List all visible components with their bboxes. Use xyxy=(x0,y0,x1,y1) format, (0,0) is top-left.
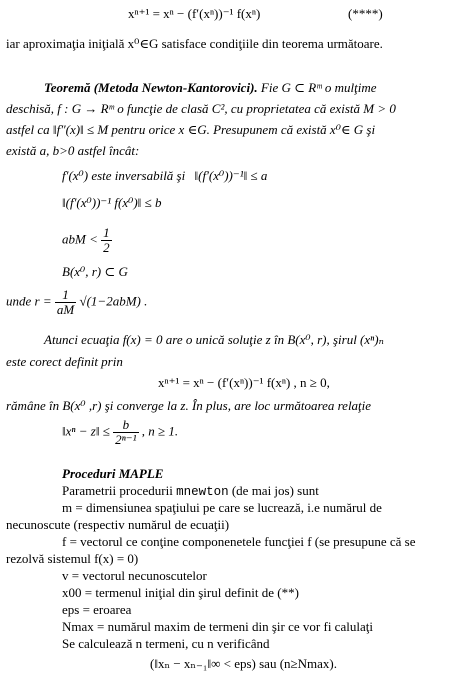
conclusion-inequality xyxy=(62,418,178,447)
conclusion-line-1: Atunci ecuaţia f(x) = 0 are o unică soluţie z în B(x⁰, r), şirul (xⁿ)ₙ xyxy=(44,332,384,347)
equation-top xyxy=(128,6,260,22)
r-definition xyxy=(6,288,147,317)
maple-x00-line: x00 = termenul iniţial din şirul definit de (**) xyxy=(62,585,299,600)
condition-3-fraction xyxy=(101,226,112,255)
theorem-line-3: astfel ca ‖f″(x)‖ ≤ M pentru orice x ∈G. Presupunem că există x⁰∈ G şi xyxy=(6,122,376,137)
r-den: aM xyxy=(56,302,75,317)
condition-3 xyxy=(62,226,112,255)
conclusion-line-2: este corect definit prin xyxy=(6,354,123,369)
maple-final-formula: (‖xₙ − xₙ₋₁‖∞ < eps) sau (n≥Nmax). xyxy=(150,656,338,671)
ineq-num: b xyxy=(113,418,138,433)
r-prefix: unde r = xyxy=(6,293,52,309)
condition-1-text: f′(x⁰) este inversabilă şi xyxy=(62,168,186,183)
maple-f-line-1: f = vectorul ce conţine componenetele funcţiei f (se presupune că se xyxy=(62,534,416,549)
maple-calc-line: Se calculează n termeni, cu n verificând xyxy=(62,636,270,651)
ineq-right: , n ≥ 1. xyxy=(141,423,179,439)
r-num: 1 xyxy=(55,288,76,303)
maple-intro xyxy=(62,483,319,499)
r-sqrt: √(1−2abM) . xyxy=(79,293,148,309)
approx-line: iar aproximaţia iniţială x⁰∈G satisface condiţiile din teorema următoare. xyxy=(6,36,383,51)
theorem-line-1-rest: Fie G ⊂ Rᵐ o mulţime xyxy=(257,80,377,95)
maple-m-line-2: necunoscute (respectiv numărul de ecuaţii) xyxy=(6,517,230,532)
maple-intro-code: mnewton xyxy=(176,485,229,499)
equation-top-formula: xⁿ⁺¹ = xⁿ − (f′(xⁿ))⁻¹ f(xⁿ) xyxy=(128,6,261,21)
maple-nmax-line: Nmax = numărul maxim de termeni din şir ce vor fi calulaţi xyxy=(62,619,373,634)
condition-3-num: 1 xyxy=(103,225,110,240)
condition-3-left: abM < xyxy=(62,231,98,247)
condition-1-formula: ‖(f′(x⁰))⁻¹‖ ≤ a xyxy=(194,168,268,183)
ineq-den: 2ⁿ⁻¹ xyxy=(115,432,137,447)
condition-4-formula: B(x⁰, r) ⊂ G xyxy=(62,264,128,279)
equation-label: (****) xyxy=(348,6,383,21)
theorem-line-2: deschisă, f : G → Rᵐ o funcţie de clasă C², cu proprietatea că există M > 0 xyxy=(6,101,396,116)
maple-v-line: v = vectorul necunoscutelor xyxy=(62,568,207,583)
maple-m-line-1: m = dimensiunea spaţiului pe care se lucrează, i.e numărul de xyxy=(62,500,382,515)
condition-2 xyxy=(62,195,161,211)
maple-heading: Proceduri MAPLE xyxy=(62,466,164,481)
theorem-heading: Teoremă (Metoda Newton-Kantorovici). xyxy=(44,80,258,95)
maple-f-line-2: rezolvă sistemul f(x) = 0) xyxy=(6,551,139,566)
ineq-left: ‖xⁿ − z‖ ≤ xyxy=(62,423,110,439)
ineq-fraction xyxy=(113,418,138,447)
r-fraction xyxy=(55,288,76,317)
maple-eps-line: eps = eroarea xyxy=(62,602,132,617)
conclusion-equation: xⁿ⁺¹ = xⁿ − (f′(xⁿ))⁻¹ f(xⁿ) , n ≥ 0, xyxy=(158,375,330,390)
condition-3-den: 2 xyxy=(103,240,110,255)
condition-4 xyxy=(62,264,128,280)
condition-1 xyxy=(62,168,267,184)
theorem-line-4: există a, b>0 astfel încât: xyxy=(6,143,140,158)
maple-intro-a: Parametrii procedurii xyxy=(62,483,177,498)
condition-2-formula: ‖(f′(x⁰))⁻¹ f(x⁰)‖ ≤ b xyxy=(62,195,162,210)
conclusion-line-3: rămâne în B(x⁰ ,r) şi converge la z. În plus, are loc următoarea relaţie xyxy=(6,398,372,413)
theorem-line-1 xyxy=(44,80,450,96)
maple-intro-b: (de mai jos) sunt xyxy=(228,483,319,498)
